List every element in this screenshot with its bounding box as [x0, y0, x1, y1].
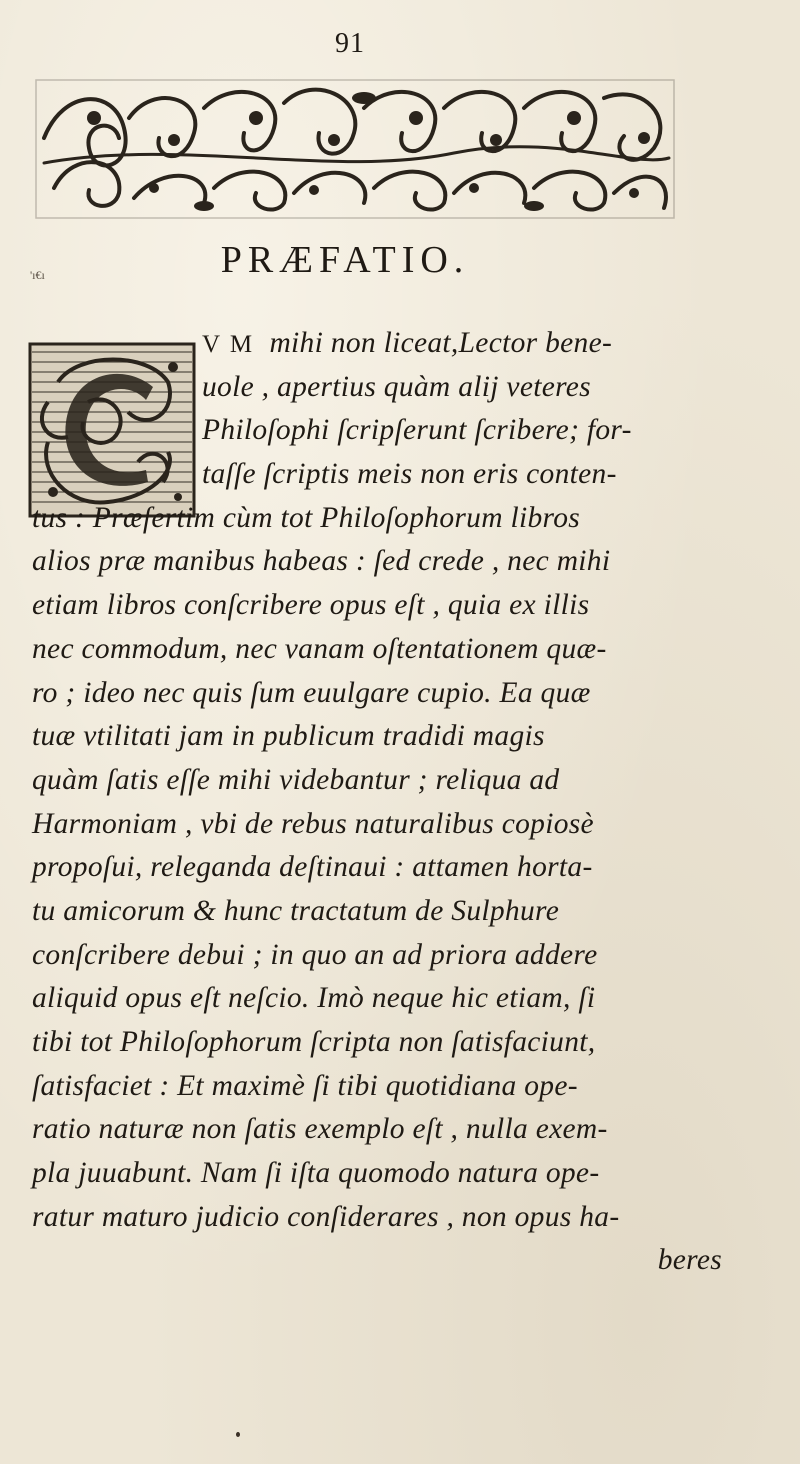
text-line: etiam libros conſcribere opus eſt , quia ex illis [32, 589, 590, 622]
ink-speck [236, 1432, 240, 1437]
floral-headpiece-ornament [34, 78, 676, 220]
text-line: aliquid opus eſt neſcio. Imò neque hic etiam, ſi [32, 982, 596, 1015]
line-content: mihi non liceat,Lector bene- [269, 327, 613, 359]
text-line: conſcribere debui ; in quo an ad priora addere [32, 938, 598, 971]
text-line: tibi tot Philoſophorum ſcripta non ſatisfaciunt, [32, 1026, 596, 1058]
section-title: PRÆFATIO. [220, 239, 470, 281]
text-line: tu amicorum & hunc tractatum de Sulphure [32, 894, 560, 927]
text-line: pla juuabunt. Nam ſi iſta quomodo natura ope- [32, 1157, 600, 1190]
text-line: ſatisfaciet : Et maximè ſi tibi quotidiana ope- [32, 1069, 578, 1102]
preface-text [32, 322, 722, 1283]
text-line: tus : Præſertim cùm tot Philoſophorum libros [32, 501, 581, 534]
text-line: ratur maturo judicio conſiderares , non opus ha- [32, 1200, 620, 1233]
text-line: ratio naturæ non ſatis exemplo eſt , nulla exem- [32, 1113, 608, 1146]
page-number: 91 [335, 28, 365, 59]
text-line: Philoſophi ſcripſerunt ſcribere; for- [202, 414, 632, 447]
text-line: uole , apertius quàm alij veteres [202, 370, 591, 403]
text-line: quàm ſatis eſſe mihi videbantur ; reliqua ad [32, 763, 560, 796]
text-line: taſſe ſcriptis meis non eris conten- [202, 458, 617, 491]
catchword: beres [657, 1244, 722, 1277]
text-line: nec commodum, nec vanam oſtentationem quæ- [32, 632, 607, 665]
text-line: ro ; ideo nec quis ſum euulgare cupio. Ea quæ [32, 676, 591, 709]
stray-printers-mark: 'ı€ı [30, 268, 45, 282]
text-line: Harmoniam , vbi de rebus naturalibus copiosè [32, 807, 594, 840]
text-line: tuæ vtilitati jam in publicum tradidi magis [32, 720, 545, 753]
text-line [32, 322, 722, 366]
text-line: propoſui, releganda deſtinaui : attamen horta- [32, 851, 593, 884]
opening-caps: V M [202, 331, 255, 358]
text-line: alios præ manibus habeas : ſed crede , nec mihi [32, 545, 611, 578]
